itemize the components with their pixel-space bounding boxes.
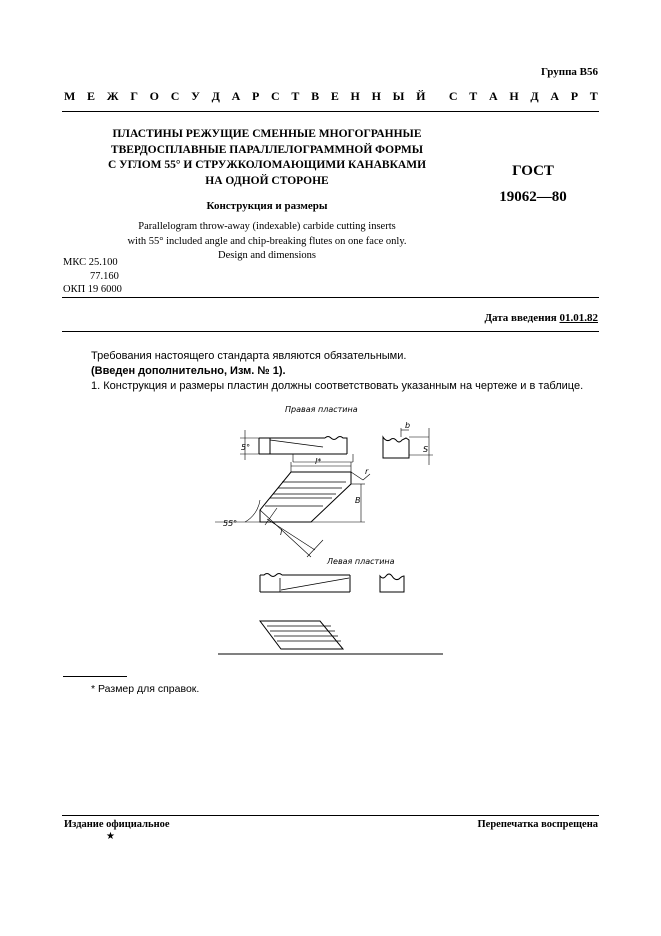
right-insert-side-view [240, 430, 353, 462]
mks-code-2: 77.160 [90, 270, 119, 282]
english-title [62, 220, 472, 264]
label-right-insert: Правая пластина [285, 405, 358, 414]
standard-letter: Д [530, 89, 539, 103]
title-line-4: НА ОДНОЙ СТОРОНЕ [205, 174, 329, 187]
standard-letter: А [550, 89, 560, 103]
standard-letter: Т [589, 89, 598, 103]
title-line-1: ПЛАСТИНЫ РЕЖУЩИЕ СМЕННЫЕ МНОГОГРАННЫЕ [112, 128, 422, 140]
gost-number: 19062—80 [499, 189, 567, 205]
dim-r: r [365, 467, 369, 476]
header-rule [62, 111, 599, 112]
standard-letter: Т [291, 89, 300, 103]
group-code: Группа В56 [540, 66, 598, 78]
codes-rule [62, 297, 599, 298]
english-title-line-1: Parallelogram throw-away (indexable) carbide cutting inserts [138, 221, 396, 232]
standard-letter: М [64, 89, 76, 103]
dim-l: l [280, 528, 283, 537]
title-line-2: ТВЕРДОСПЛАВНЫЕ ПАРАЛЛЕЛОГРАММНОЙ ФОРМЫ [110, 143, 424, 156]
standard-letter: Н [371, 89, 381, 103]
gost-block [468, 158, 598, 210]
date-label: Дата введения [484, 312, 560, 324]
english-title-line-2: with 55° included angle and chip-breaking flutes on one face only. [127, 235, 407, 247]
introduction-date [484, 312, 598, 324]
standard-letter: Г [130, 89, 138, 103]
standard-letter: Н [509, 89, 519, 103]
dim-l-star: l* [315, 457, 322, 466]
reprint-prohibited: Перепечатка воспрещена [477, 819, 598, 830]
body-text [91, 349, 601, 394]
footnote: * Размер для справок. [91, 683, 200, 695]
standard-letter: Ы [392, 89, 405, 103]
label-left-insert: Левая пластина [327, 557, 395, 566]
paragraph-amendment: (Введен дополнительно, Изм. № 1). [91, 365, 286, 377]
standard-letter: С [170, 89, 180, 103]
standard-letter: А [231, 89, 241, 103]
date-value: 01.01.82 [559, 312, 598, 324]
okp-code: ОКП 19 6000 [63, 284, 122, 295]
standard-letter: У [191, 89, 200, 103]
mks-code-1: МКС 25.100 [63, 257, 118, 268]
classification-codes [63, 256, 122, 297]
paragraph-1: 1. Конструкция и размеры пластин должны соответствовать указанным на чертеже и в таблице. [91, 380, 584, 392]
standard-letter: С [448, 89, 458, 103]
star-mark: ★ [106, 831, 115, 842]
left-insert-side-view [260, 574, 350, 593]
footnote-rule [63, 676, 127, 677]
subtitle: Конструкция и размеры [206, 200, 328, 212]
insert-drawing [215, 400, 445, 656]
standard-letter: Н [350, 89, 360, 103]
standard-letter: Т [469, 89, 478, 103]
standard-letter: С [271, 89, 280, 103]
standard-letter: Й [416, 89, 426, 103]
standard-letter: О [149, 89, 160, 103]
standard-letter: Р [570, 89, 579, 103]
standard-letter: Е [87, 89, 96, 103]
standard-letter: Ж [106, 89, 119, 103]
date-rule [62, 331, 599, 332]
dim-B: B [355, 496, 361, 505]
title-line-3: С УГЛОМ 55° И СТРУЖКОЛОМАЮЩИМИ КАНАВКАМИ [107, 159, 427, 171]
standard-letter: Е [330, 89, 339, 103]
footer-rule [62, 815, 599, 816]
dim-5deg: 5° [241, 443, 251, 452]
left-insert-top-view [260, 621, 343, 649]
english-title-line-3: Design and dimensions [218, 250, 316, 261]
dim-b: b [405, 421, 411, 430]
standard-letter: В [311, 89, 320, 103]
standard-letter: Р [251, 89, 260, 103]
dim-s: S [423, 445, 429, 454]
title-block [62, 127, 472, 264]
standard-letter: Д [211, 89, 220, 103]
right-insert-top-view [215, 462, 370, 557]
left-insert-end-view [380, 574, 404, 592]
paragraph-mandatory: Требования настоящего стандарта являются обязательными. [91, 350, 407, 362]
official-edition: Издание официальное [64, 819, 170, 830]
dim-55deg: 55° [223, 519, 238, 528]
gost-label: ГОСТ [512, 163, 554, 179]
standard-header-line [64, 89, 598, 104]
standard-letter: А [488, 89, 498, 103]
